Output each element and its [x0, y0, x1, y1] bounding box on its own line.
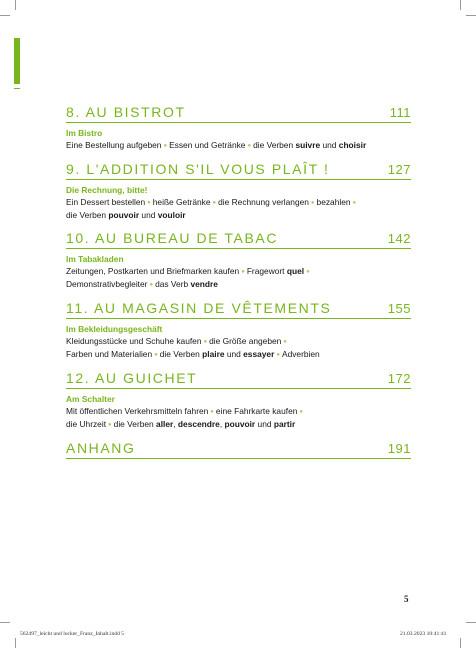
- chapter-title: 11. AU MAGASIN DE VÊTEMENTS: [66, 300, 332, 316]
- toc-entry: [66, 104, 411, 152]
- description-text: Fragewort: [246, 266, 287, 276]
- bullet-separator-icon: ●: [247, 143, 252, 149]
- toc-entry-heading: [66, 370, 411, 389]
- bullet-separator-icon: ●: [163, 143, 168, 149]
- chapter-page-number: 155: [387, 301, 411, 316]
- bullet-separator-icon: ●: [210, 409, 214, 415]
- keyword: descendre: [177, 419, 220, 429]
- description-text: die Verben: [113, 419, 157, 429]
- chapter-subtitle: Im Bistro: [66, 128, 103, 138]
- chapter-subtitle: Die Rechnung, bitte!: [66, 185, 148, 195]
- print-slug-timestamp: 21.03.2023 10:41:41: [400, 631, 447, 637]
- keyword: essayer: [243, 349, 275, 359]
- chapter-description-line: [66, 348, 411, 361]
- bullet-separator-icon: ●: [310, 200, 315, 206]
- crop-mark: [15, 638, 16, 648]
- description-text: und: [255, 419, 274, 429]
- bullet-separator-icon: ●: [149, 282, 154, 288]
- bullet-separator-icon: ●: [203, 339, 208, 345]
- description-text: die Größe angeben: [209, 336, 282, 346]
- crop-mark: [466, 622, 476, 623]
- description-text: und: [320, 140, 339, 150]
- description-text: Eine Bestellung aufgeben: [66, 140, 162, 150]
- toc-entry-heading: [66, 104, 411, 123]
- table-of-contents: [66, 104, 411, 468]
- chapter-subtitle: Im Bekleidungsgeschäft: [66, 324, 163, 334]
- keyword: partir: [273, 419, 296, 429]
- bullet-separator-icon: ●: [276, 352, 280, 358]
- description-text: Demonstrativbegleiter: [66, 279, 148, 289]
- toc-entry: [66, 300, 411, 361]
- toc-entry: [66, 230, 411, 291]
- chapter-page-number: 172: [387, 371, 411, 386]
- description-text: und: [224, 349, 244, 359]
- toc-entry: [66, 370, 411, 431]
- toc-entry-heading: [66, 161, 411, 180]
- description-text: die Verben: [66, 210, 109, 220]
- chapter-page-number: 142: [387, 231, 411, 246]
- chapter-subtitle: Am Schalter: [66, 394, 115, 404]
- keyword: quel: [286, 266, 305, 276]
- description-text: bezahlen: [316, 197, 351, 207]
- keyword: vouloir: [157, 210, 186, 220]
- description-text: Zeitungen, Postkarten und Briefmarken kaufen: [66, 266, 240, 276]
- chapter-subtitle: Im Tabakladen: [66, 254, 124, 264]
- toc-entry: [66, 440, 411, 459]
- bullet-separator-icon: ●: [241, 269, 245, 275]
- toc-entry-heading: [66, 300, 411, 319]
- bullet-separator-icon: ●: [306, 269, 310, 275]
- description-text: Ein Dessert bestellen: [66, 197, 146, 207]
- chapter-description-line: [66, 139, 411, 152]
- description-text: Adverbien: [281, 349, 320, 359]
- description-text: und: [139, 210, 158, 220]
- description-text: ,: [219, 419, 225, 429]
- crop-mark: [460, 0, 461, 10]
- keyword: choisir: [338, 140, 367, 150]
- chapter-description-line: [66, 265, 411, 278]
- crop-mark: [15, 0, 16, 10]
- print-slug-filename: 562497_leicht und locker_Franz_Inhalt.indd 5: [20, 631, 125, 637]
- bullet-separator-icon: ●: [212, 200, 217, 206]
- description-text: das Verb: [155, 279, 191, 289]
- description-text: eine Fahrkarte kaufen: [215, 406, 298, 416]
- bullet-separator-icon: ●: [283, 339, 287, 345]
- keyword: suivre: [295, 140, 321, 150]
- accent-bar: [14, 38, 20, 84]
- description-text: die Rechnung verlangen: [218, 197, 309, 207]
- description-text: Mit öffentlichen Verkehrsmitteln fahren: [66, 406, 209, 416]
- description-text: Essen und Getränke: [169, 140, 246, 150]
- chapter-page-number: 127: [387, 162, 411, 177]
- description-text: die Uhrzeit: [66, 419, 107, 429]
- keyword: aller: [156, 419, 174, 429]
- chapter-page-number: 191: [387, 441, 411, 456]
- crop-mark: [0, 622, 10, 623]
- chapter-page-number: 111: [389, 105, 411, 120]
- keyword: pouvoir: [224, 419, 256, 429]
- page-number: 5: [404, 594, 409, 604]
- description-text: ,: [173, 419, 178, 429]
- crop-mark: [460, 638, 461, 648]
- description-text: Farben und Materialien: [66, 349, 153, 359]
- bullet-separator-icon: ●: [352, 200, 357, 206]
- keyword: pouvoir: [108, 210, 140, 220]
- keyword: plaire: [202, 349, 225, 359]
- bullet-separator-icon: ●: [108, 422, 112, 428]
- chapter-description-line: [66, 405, 411, 418]
- crop-mark: [466, 15, 476, 16]
- chapter-description-line: [66, 278, 411, 291]
- description-text: heiße Getränke: [152, 197, 211, 207]
- chapter-title: ANHANG: [66, 440, 136, 456]
- chapter-description-line: [66, 196, 411, 209]
- keyword: vendre: [190, 279, 218, 289]
- chapter-title: 12. AU GUICHET: [66, 370, 198, 386]
- bullet-separator-icon: ●: [154, 352, 158, 358]
- toc-entry-heading: [66, 230, 411, 249]
- toc-entry: [66, 161, 411, 221]
- bullet-separator-icon: ●: [147, 200, 151, 206]
- chapter-title: 10. AU BUREAU DE TABAC: [66, 230, 279, 246]
- bullet-separator-icon: ●: [299, 409, 304, 415]
- chapter-title: 8. AU BISTROT: [66, 104, 186, 120]
- description-text: die Verben: [159, 349, 203, 359]
- crop-mark: [0, 15, 10, 16]
- accent-tick: [14, 88, 20, 89]
- chapter-description-line: [66, 209, 411, 221]
- chapter-title: 9. L'ADDITION S'IL VOUS PLAÎT !: [66, 161, 330, 177]
- chapter-description-line: [66, 418, 411, 431]
- chapter-description-line: [66, 335, 411, 348]
- description-text: die Verben: [253, 140, 296, 150]
- description-text: Kleidungsstücke und Schuhe kaufen: [66, 336, 202, 346]
- toc-entry-heading: [66, 440, 411, 459]
